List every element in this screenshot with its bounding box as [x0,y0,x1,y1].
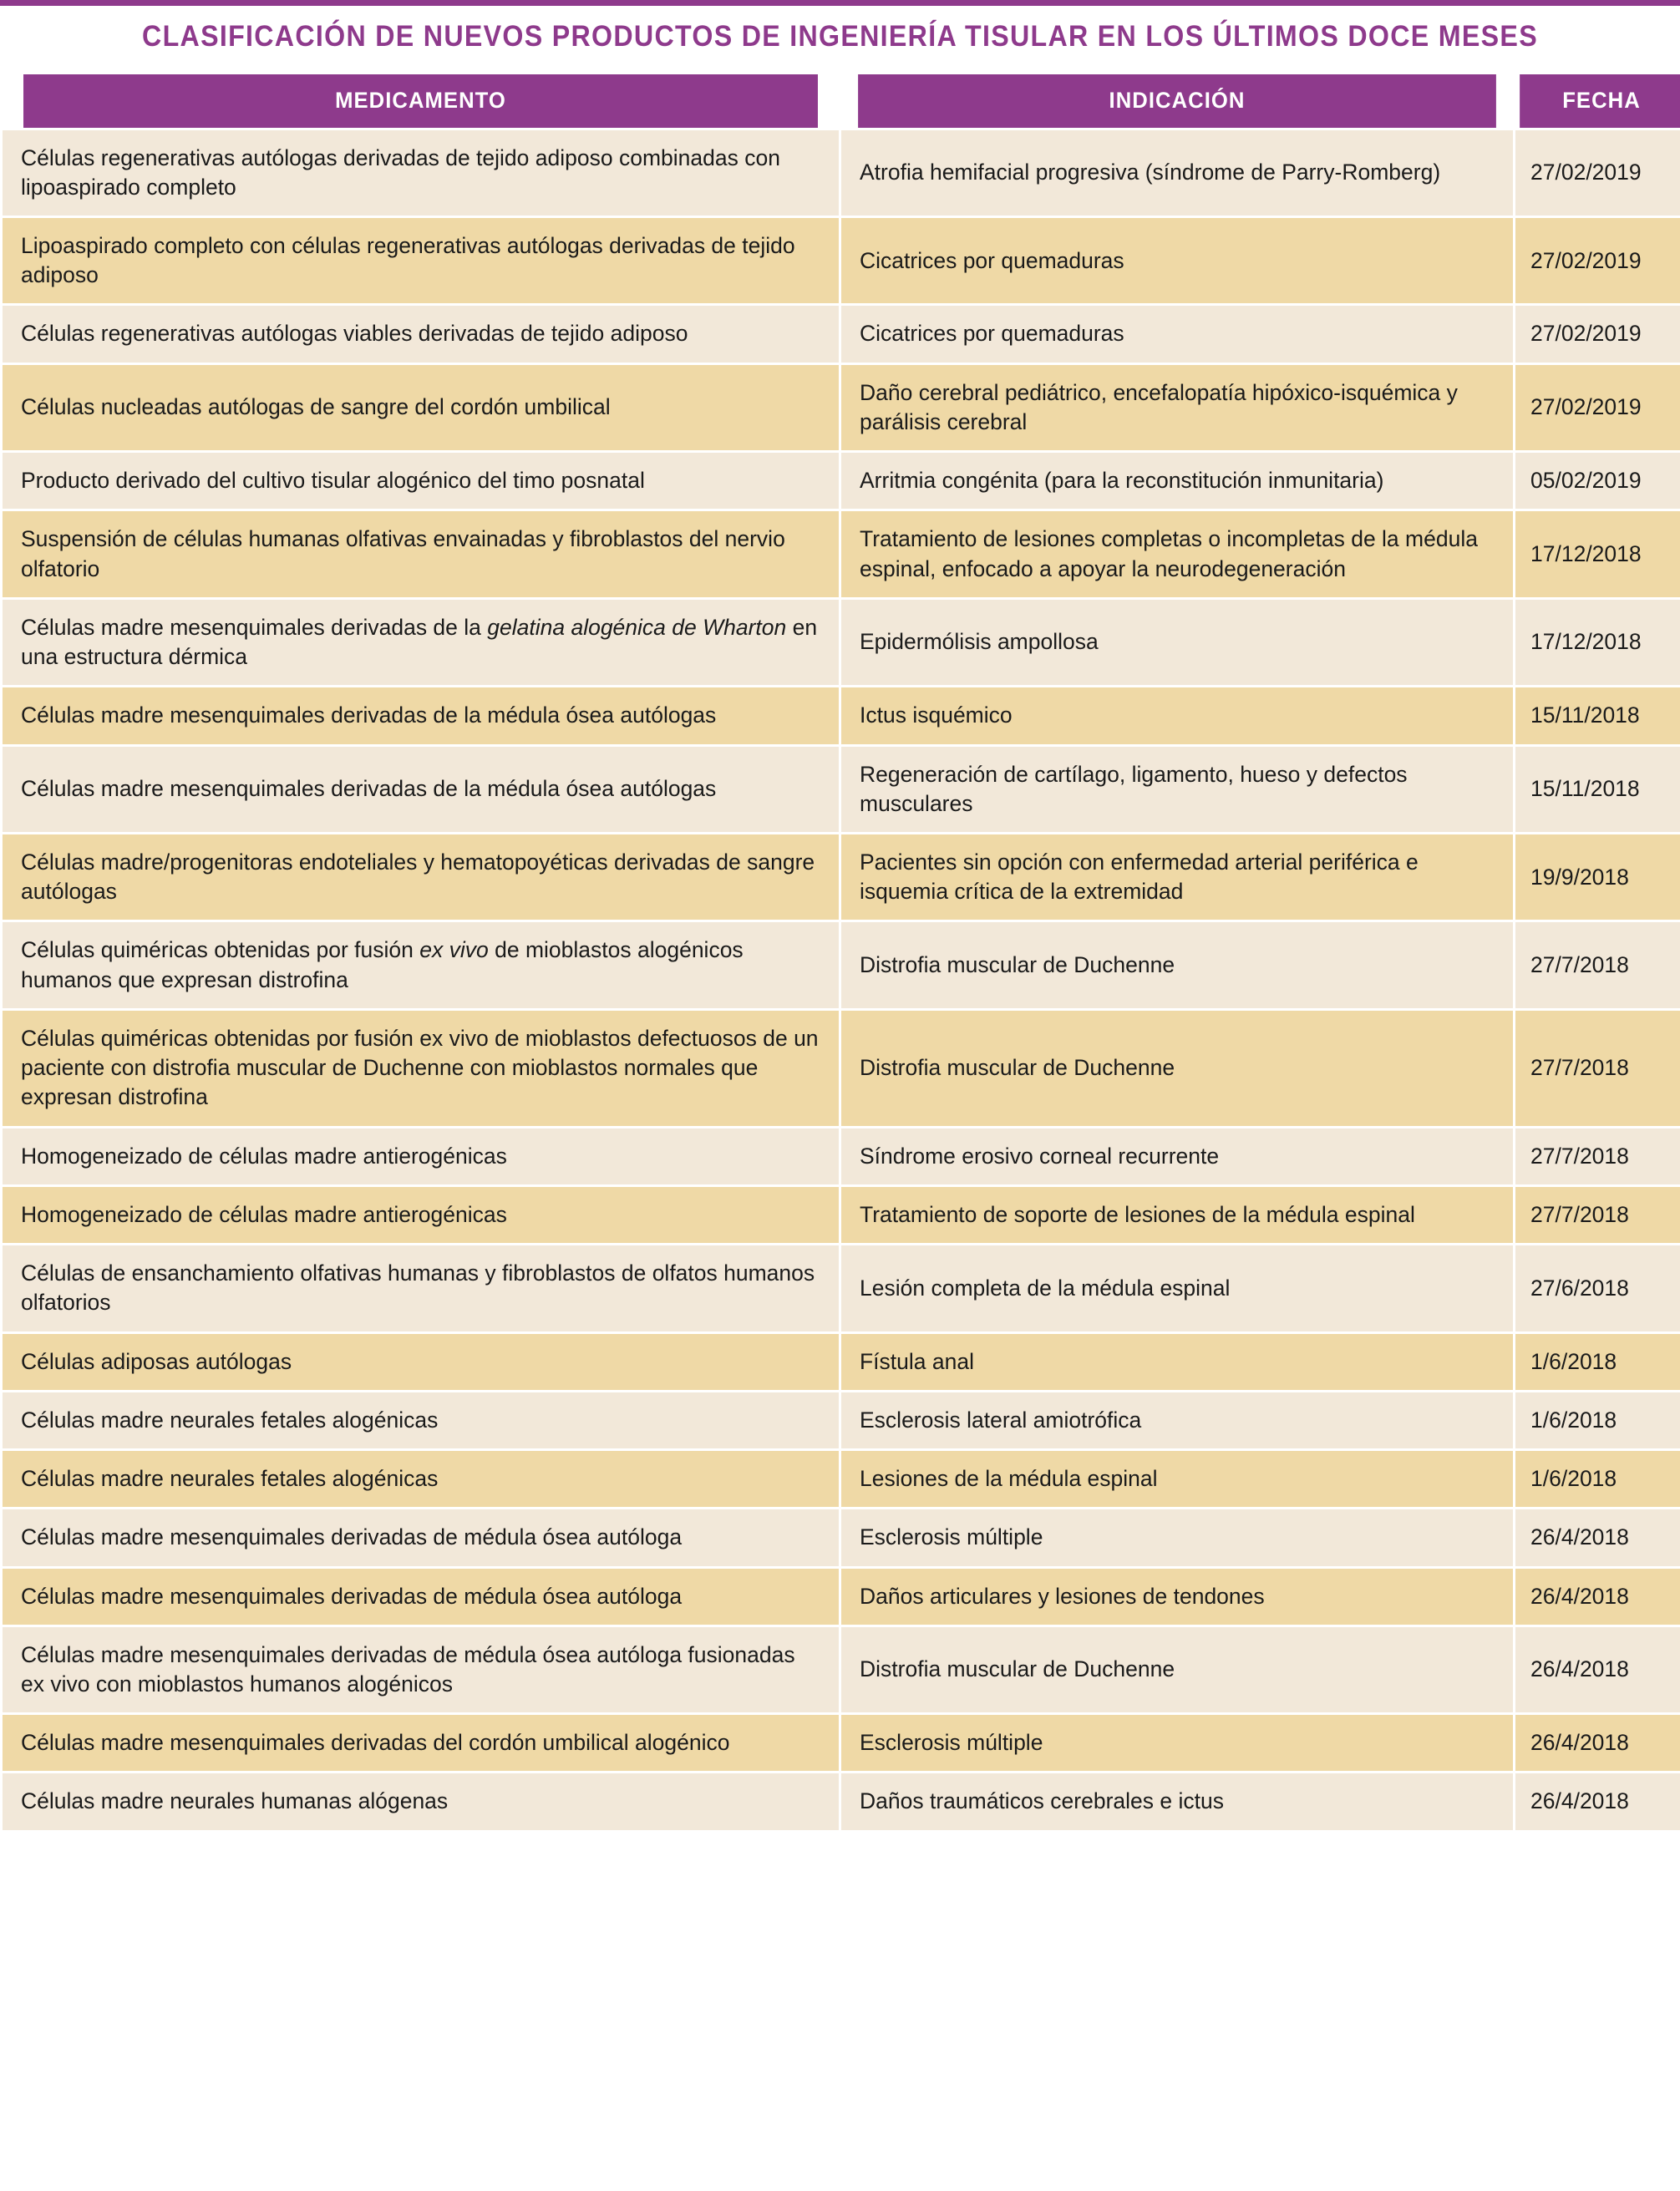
plain-text: Células quiméricas obtenidas por fusión [21,937,420,963]
cell-indicacion: Cicatrices por quemaduras [841,306,1513,362]
title-container [0,6,1680,72]
top-rule-divider [0,0,1680,6]
cell-indicacion: Esclerosis múltiple [841,1715,1513,1771]
products-table [0,72,1680,1833]
cell-indicacion: Pacientes sin opción con enfermedad arterial periférica e isquemia crítica de la extremidad [841,834,1513,920]
table-body [3,130,1680,1830]
cell-indicacion: Esclerosis múltiple [841,1509,1513,1565]
cell-indicacion: Lesiones de la médula espinal [841,1451,1513,1507]
table-row [3,1334,1680,1390]
cell-fecha: 15/11/2018 [1515,687,1680,743]
cell-indicacion: Daños traumáticos cerebrales e ictus [841,1773,1513,1829]
cell-medicamento: Células regenerativas autólogas derivadas de tejido adiposo combinadas con lipoaspirado completo [3,130,839,216]
cell-medicamento: Células madre mesenquimales derivadas de la médula ósea autólogas [3,687,839,743]
table-header [3,74,1680,128]
cell-medicamento: Células quiméricas obtenidas por fusión ex vivo de mioblastos defectuosos de un paciente con distrofia muscular de Duchenne con mioblastos normales que expresan distrofina [3,1011,839,1126]
header-row [3,74,1680,128]
cell-medicamento: Células madre mesenquimales derivadas de médula ósea autóloga [3,1509,839,1565]
cell-indicacion: Esclerosis lateral amiotrófica [841,1392,1513,1448]
cell-fecha: 1/6/2018 [1515,1451,1680,1507]
cell-fecha: 26/4/2018 [1515,1569,1680,1625]
cell-medicamento: Células de ensanchamiento olfativas humanas y fibroblastos de olfatos humanos olfatorios [3,1245,839,1331]
cell-indicacion: Daños articulares y lesiones de tendones [841,1569,1513,1625]
plain-text: Células madre mesenquimales derivadas de la [21,614,488,640]
cell-indicacion: Daño cerebral pediátrico, encefalopatía hipóxico-isquémica y parálisis cerebral [841,365,1513,450]
table-row [3,453,1680,509]
plain-text: en una estructura dérmica [21,614,818,670]
cell-medicamento: Homogeneizado de células madre antierogénicas [3,1128,839,1184]
cell-medicamento: Células madre mesenquimales derivadas de la médula ósea autólogas [3,747,839,832]
cell-fecha: 27/7/2018 [1515,1187,1680,1243]
cell-medicamento: Células madre mesenquimales derivadas de médula ósea autóloga fusionadas ex vivo con mioblastos humanos alogénicos [3,1627,839,1712]
cell-fecha: 26/4/2018 [1515,1773,1680,1829]
cell-indicacion: Síndrome erosivo corneal recurrente [841,1128,1513,1184]
cell-medicamento [3,922,839,1007]
table-row [3,511,1680,596]
cell-medicamento: Suspensión de células humanas olfativas envainadas y fibroblastos del nervio olfatorio [3,511,839,596]
cell-fecha: 17/12/2018 [1515,600,1680,685]
table-row [3,1392,1680,1448]
cell-medicamento: Producto derivado del cultivo tisular alogénico del timo posnatal [3,453,839,509]
table-row [3,834,1680,920]
cell-fecha: 27/02/2019 [1515,306,1680,362]
cell-fecha: 27/6/2018 [1515,1245,1680,1331]
cell-indicacion: Atrofia hemifacial progresiva (síndrome de Parry-Romberg) [841,130,1513,216]
cell-medicamento: Células madre neurales fetales alogénicas [3,1451,839,1507]
table-row [3,1773,1680,1829]
cell-medicamento: Células madre neurales humanas alógenas [3,1773,839,1829]
cell-indicacion: Distrofia muscular de Duchenne [841,1011,1513,1126]
cell-fecha: 27/02/2019 [1515,365,1680,450]
cell-indicacion: Epidermólisis ampollosa [841,600,1513,685]
cell-medicamento: Células madre/progenitoras endoteliales y hematopoyéticas derivadas de sangre autólogas [3,834,839,920]
cell-medicamento: Células regenerativas autólogas viables derivadas de tejido adiposo [3,306,839,362]
cell-fecha: 27/02/2019 [1515,218,1680,303]
cell-fecha: 17/12/2018 [1515,511,1680,596]
cell-fecha: 19/9/2018 [1515,834,1680,920]
emphasis-text: ex vivo [419,937,489,963]
plain-text: de mioblastos alogénicos humanos que expresan distrofina [21,937,744,992]
column-header-indicacion: INDICACIÓN [858,74,1496,128]
cell-medicamento: Células nucleadas autólogas de sangre del cordón umbilical [3,365,839,450]
table-row [3,1245,1680,1331]
cell-indicacion: Fístula anal [841,1334,1513,1390]
cell-indicacion: Cicatrices por quemaduras [841,218,1513,303]
cell-indicacion: Tratamiento de lesiones completas o incompletas de la médula espinal, enfocado a apoyar la neurodegeneración [841,511,1513,596]
cell-fecha: 1/6/2018 [1515,1392,1680,1448]
cell-medicamento: Lipoaspirado completo con células regenerativas autólogas derivadas de tejido adiposo [3,218,839,303]
table-row [3,600,1680,685]
cell-fecha: 15/11/2018 [1515,747,1680,832]
cell-fecha: 05/02/2019 [1515,453,1680,509]
emphasis-text: gelatina alogénica de Wharton [487,614,787,640]
table-row [3,218,1680,303]
cell-medicamento [3,600,839,685]
cell-fecha: 27/7/2018 [1515,922,1680,1007]
column-header-medicamento: MEDICAMENTO [23,74,818,128]
cell-indicacion: Tratamiento de soporte de lesiones de la médula espinal [841,1187,1513,1243]
cell-indicacion: Distrofia muscular de Duchenne [841,1627,1513,1712]
table-row [3,1715,1680,1771]
cell-medicamento: Células madre mesenquimales derivadas de médula ósea autóloga [3,1569,839,1625]
table-row [3,306,1680,362]
table-row [3,1509,1680,1565]
cell-medicamento: Homogeneizado de células madre antierogénicas [3,1187,839,1243]
table-row [3,365,1680,450]
table-row [3,1451,1680,1507]
cell-fecha: 26/4/2018 [1515,1627,1680,1712]
table-row [3,1569,1680,1625]
table-row [3,1128,1680,1184]
cell-indicacion: Lesión completa de la médula espinal [841,1245,1513,1331]
cell-fecha: 27/7/2018 [1515,1128,1680,1184]
cell-indicacion: Arritmia congénita (para la reconstitución inmunitaria) [841,453,1513,509]
cell-fecha: 1/6/2018 [1515,1334,1680,1390]
column-header-fecha: FECHA [1520,74,1680,128]
cell-indicacion: Regeneración de cartílago, ligamento, hueso y defectos musculares [841,747,1513,832]
table-row [3,130,1680,216]
cell-fecha: 27/7/2018 [1515,1011,1680,1126]
cell-indicacion: Distrofia muscular de Duchenne [841,922,1513,1007]
table-row [3,687,1680,743]
cell-medicamento: Células madre mesenquimales derivadas del cordón umbilical alogénico [3,1715,839,1771]
cell-fecha: 26/4/2018 [1515,1509,1680,1565]
cell-medicamento: Células adiposas autólogas [3,1334,839,1390]
cell-fecha: 26/4/2018 [1515,1715,1680,1771]
page-title: CLASIFICACIÓN DE NUEVOS PRODUCTOS DE INGENIERÍA TISULAR EN LOS ÚLTIMOS DOCE MESES [142,20,1538,53]
table-row [3,1627,1680,1712]
table-row [3,1187,1680,1243]
cell-fecha: 27/02/2019 [1515,130,1680,216]
cell-indicacion: Ictus isquémico [841,687,1513,743]
table-row [3,747,1680,832]
table-row [3,922,1680,1007]
cell-medicamento: Células madre neurales fetales alogénicas [3,1392,839,1448]
table-row [3,1011,1680,1126]
